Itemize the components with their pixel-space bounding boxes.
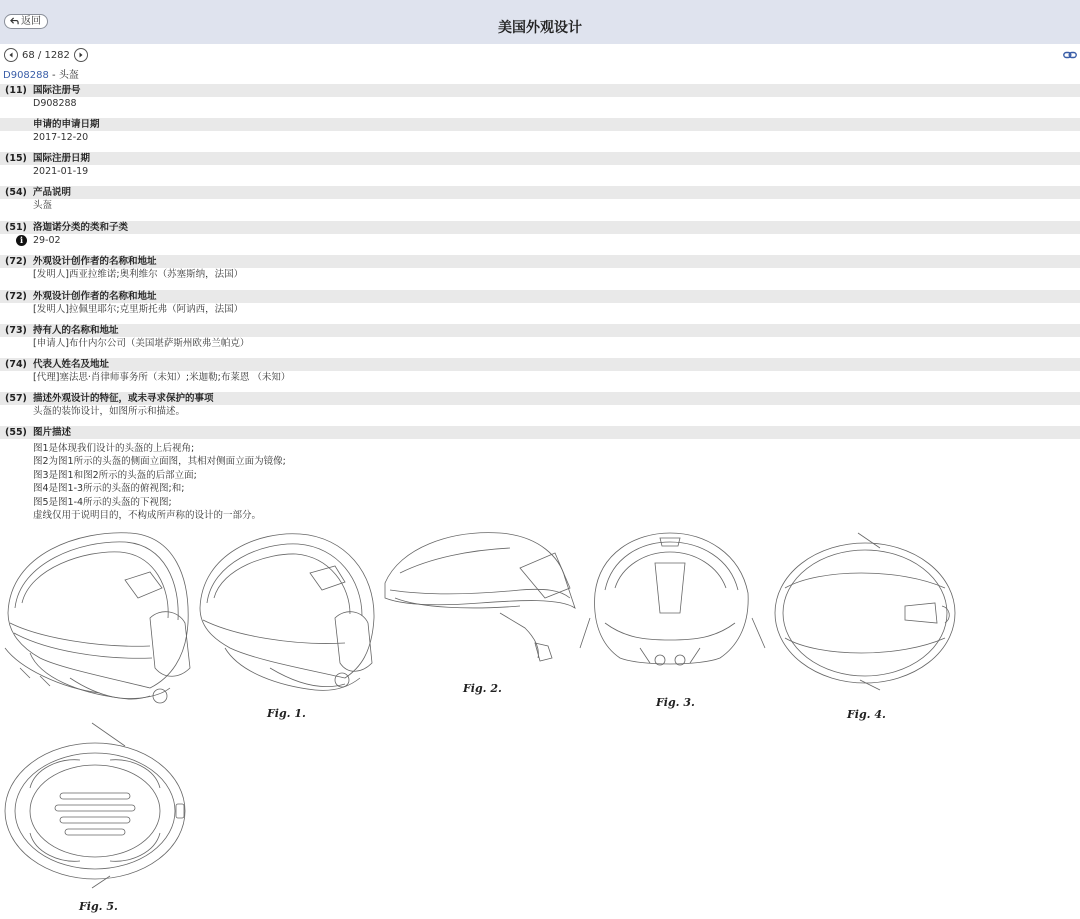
figure-1-drawing (5, 533, 190, 703)
record-separator: - (48, 70, 59, 81)
section-label: 外观设计创作者的名称和地址 (33, 291, 157, 302)
section-value: 2017-12-20 (33, 132, 89, 143)
description-line: 图5是图1-4所示的头盔的下视图; (33, 496, 172, 508)
section-label: 申请的申请日期 (33, 119, 100, 130)
prev-button[interactable] (4, 48, 18, 62)
section-locarno-class (0, 221, 1080, 250)
section-code: (15) (5, 153, 27, 164)
next-button[interactable] (74, 48, 88, 62)
prev-circle-icon (8, 52, 14, 58)
page-title: 美国外观设计 (498, 20, 582, 36)
pager-text: 68 / 1282 (22, 49, 70, 61)
section-application-date (0, 118, 1080, 147)
section-code: (51) (5, 222, 27, 233)
figure-3-label: Fig. 3. (656, 696, 695, 709)
section-label: 代表人姓名及地址 (33, 359, 110, 370)
image-description-lines (33, 442, 286, 522)
figure-4-label: Fig. 4. (847, 708, 886, 721)
section-creator-1 (0, 255, 1080, 284)
section-value: [申请人]布什内尔公司（美国堪萨斯州欧弗兰帕克） (33, 338, 250, 349)
section-value: 头盔的装饰设计，如图所示和描述。 (33, 406, 186, 417)
description-line: 虚线仅用于说明目的，不构成所声称的设计的一部分。 (33, 510, 262, 522)
figure-2-drawing (385, 533, 575, 661)
figure-3-drawing (580, 533, 765, 665)
figure-2-label: Fig. 2. (463, 682, 502, 695)
locarno-class-value: 29-02 (33, 235, 61, 246)
info-icon[interactable]: i (16, 235, 27, 246)
section-value: 2021-01-19 (33, 166, 89, 177)
section-registration-date (0, 152, 1080, 181)
section-label: 描述外观设计的特征，或未寻求保护的事项 (33, 393, 214, 404)
section-code: (72) (5, 256, 27, 267)
description-line: 图1是体现我们设计的头盔的上后视角; (33, 443, 195, 454)
section-value: 头盔 (33, 200, 53, 211)
section-label: 持有人的名称和地址 (33, 325, 119, 336)
figure-4-drawing (775, 533, 955, 690)
section-code: (11) (5, 85, 27, 96)
pager (4, 47, 88, 63)
description-line: 图4是图1-3所示的头盔的俯视图;和; (33, 483, 185, 495)
section-holder (0, 324, 1080, 353)
section-label: 洛迦诺分类的类和子类 (33, 222, 129, 233)
section-value: [发明人]拉佩里耶尔;克里斯托弗（阿讷西，法国） (33, 304, 244, 315)
section-value: [发明人]西亚拉维诺;奥利维尔（苏塞斯纳，法国） (33, 269, 244, 280)
section-value (0, 234, 1080, 250)
figure-5-label: Fig. 5. (79, 900, 118, 913)
figure-1-alt-drawing (200, 534, 374, 691)
section-code: (55) (5, 427, 27, 438)
description-line: 图2为图1所示的头盔的侧面立面图，其相对侧面立面为镜像; (33, 456, 286, 468)
section-code: (54) (5, 187, 27, 198)
figure-5-drawing (5, 723, 185, 888)
section-code: (74) (5, 359, 27, 370)
section-value: D908288 (33, 98, 77, 109)
chain-link-icon[interactable] (1063, 50, 1077, 60)
section-label: 产品说明 (33, 187, 72, 198)
section-features (0, 392, 1080, 421)
section-value: [代理]塞法思·肖律师事务所（未知）;米迦勒;布莱恩 （未知） (33, 372, 291, 383)
section-representative (0, 358, 1080, 387)
record-number-link[interactable]: D908288 (3, 70, 49, 81)
section-code: (72) (5, 291, 27, 302)
section-image-description (0, 426, 1080, 439)
top-header (0, 0, 1080, 44)
section-label: 国际注册号 (33, 85, 81, 96)
section-code: (57) (5, 393, 27, 404)
record-title (3, 66, 79, 81)
section-label: 国际注册日期 (33, 153, 91, 164)
section-label: 外观设计创作者的名称和地址 (33, 256, 157, 267)
section-label: 图片描述 (33, 427, 72, 438)
description-line: 图3是图1和图2所示的头盔的后部立面; (33, 469, 197, 481)
section-registration-number (0, 84, 1080, 113)
record-name: 头盔 (58, 70, 79, 81)
figure-1-label: Fig. 1. (267, 707, 306, 720)
section-code: (73) (5, 325, 27, 336)
section-creator-2 (0, 290, 1080, 319)
back-button-label: 返回 (21, 16, 41, 27)
section-product-description (0, 186, 1080, 215)
patent-figures (0, 528, 1080, 919)
next-circle-icon (78, 52, 84, 58)
